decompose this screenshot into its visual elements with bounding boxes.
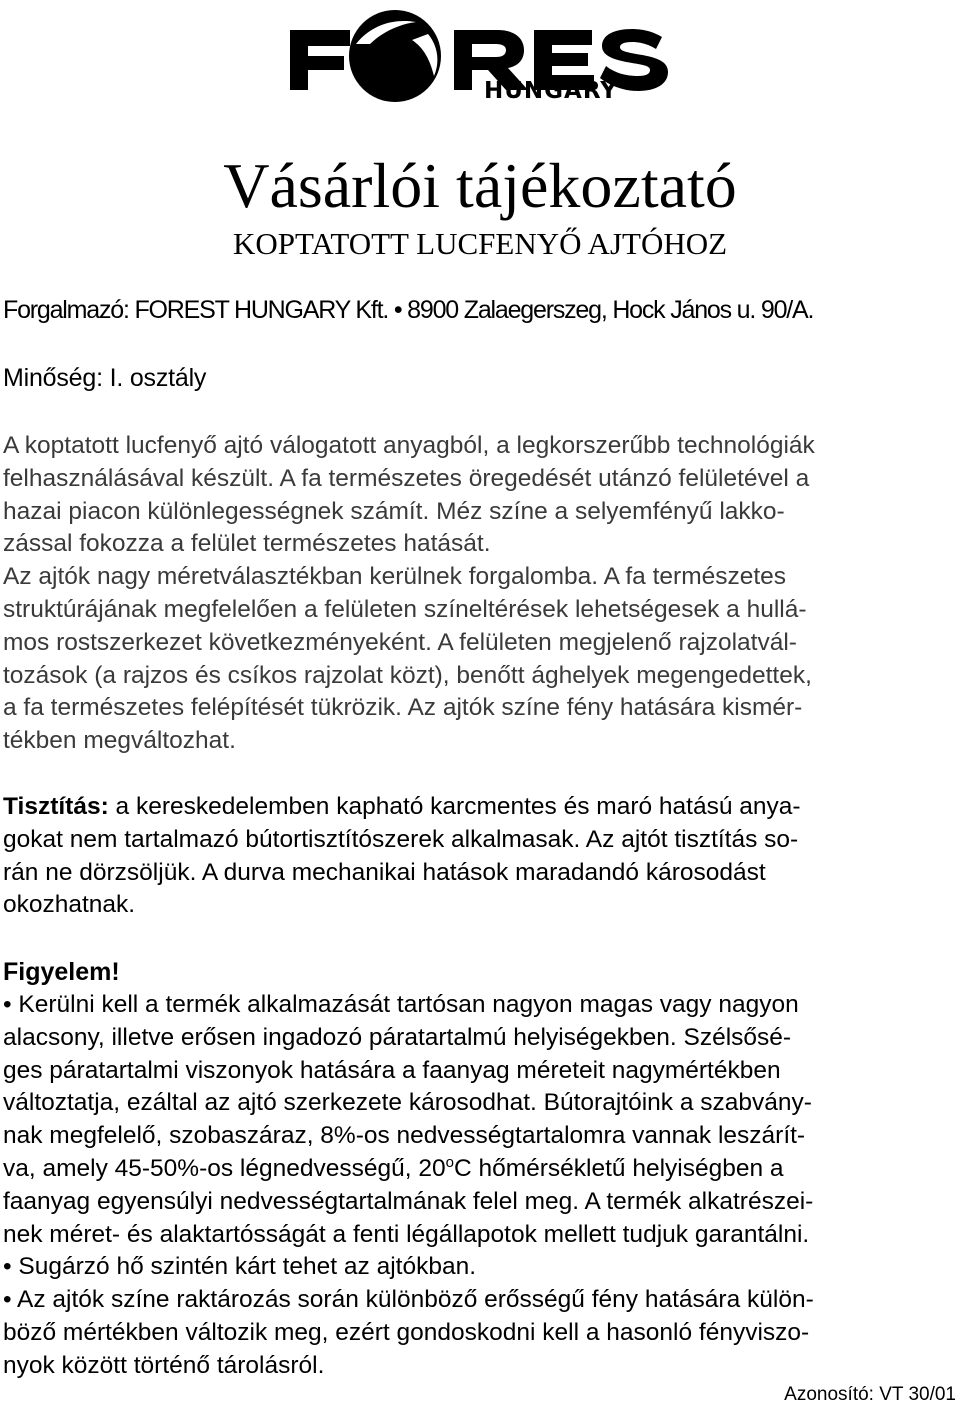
description-line: struktúrájának megfelelően a felületen színeltérések lehetségesek a hullá- xyxy=(3,595,807,623)
warning-temperature-line xyxy=(3,1153,958,1186)
forest-hungary-logo xyxy=(288,4,680,104)
cleaning-line: gokat nem tartalmazó bútortisztítószerek alkalmasak. Az ajtót tisztítás so- xyxy=(3,825,799,853)
cleaning-line: rán ne dörzsöljük. A durva mechanikai hatások maradandó károsodást xyxy=(3,858,766,886)
warning-section xyxy=(3,989,958,1383)
warning-line: böző mértékben változik meg, ezért gondoskodni kell a hasonló fényviszo- xyxy=(3,1318,810,1346)
page-title: Vásárlói tájékoztató xyxy=(223,150,737,221)
cleaning-text: a kereskedelemben kapható karcmentes és maró hatású anya- xyxy=(108,793,801,820)
warning-line: változtatja, ezáltal az ajtó szerkezete károsodhat. Bútorajtóink a szabvány- xyxy=(3,1089,812,1117)
warning-line: alacsony, illetve erősen ingadozó páratartalmú helyiségekben. Szélsősé- xyxy=(3,1023,792,1051)
warning-line: faanyag egyensúlyi nedvességtartalmának felel meg. A termék alkatrészei- xyxy=(3,1187,814,1215)
warning-line: ges páratartalmi viszonyok hatására a faanyag méreteit nagymértékben xyxy=(3,1056,781,1084)
warning-line: • Sugárzó hő szintén kárt tehet az ajtókban. xyxy=(3,1253,477,1281)
document-identifier: Azonosító: VT 30/01 xyxy=(784,1384,956,1405)
logo-sub-text: HUNGARY xyxy=(484,78,618,104)
cleaning-label: Tisztítás: xyxy=(3,793,109,820)
page-subtitle: KOPTATOTT LUCFENYŐ AJTÓHOZ xyxy=(232,226,728,261)
warning-line: nek méret- és alaktartósságát a fenti légállapotok mellett tudjuk garantálni. xyxy=(3,1220,810,1248)
temp-text-before: va, amely 45-50%-os légnedvességű, 20 xyxy=(3,1154,446,1182)
description-line: a fa természetes felépítését tükrözik. Az ajtók színe fény hatására kismér- xyxy=(3,694,803,722)
distributor-info: Forgalmazó: FOREST HUNGARY Kft. • 8900 Zalaegerszeg, Hock János u. 90/A. xyxy=(3,296,814,324)
description-line: tozások (a rajzos és csíkos rajzolat közt), benőtt ághelyek megengedettek, xyxy=(3,661,812,689)
warning-line: • Az ajtók színe raktározás során különböző erősségű fény hatására külön- xyxy=(3,1286,814,1314)
temp-text-after: C hőmérsékletű helyiségben a xyxy=(453,1154,784,1182)
description-line: Az ajtók nagy méretválasztékban kerülnek forgalomba. A fa természetes xyxy=(3,563,787,591)
warning-line: nak megfelelő, szobaszáraz, 8%-os nedvességtartalomra vannak leszárít- xyxy=(3,1122,806,1150)
warning-line: • Kerülni kell a termék alkalmazását tartósan nagyon magas vagy nagyon xyxy=(3,991,799,1018)
cleaning-section xyxy=(3,791,958,922)
description-line: mos rostszerkezet következményeként. A felületen megjelenő rajzolatvál- xyxy=(3,628,797,656)
warning-title: Figyelem! xyxy=(3,958,120,986)
description-line: zással fokozza a felület természetes hatását. xyxy=(3,530,491,558)
description-line: felhasználásával készült. A fa természetes öregedését utánzó felületével a xyxy=(3,464,810,492)
warning-line: nyok között történő tárolásról. xyxy=(3,1351,325,1379)
description-line: tékben megváltozhat. xyxy=(3,727,236,755)
description-line: hazai piacon különlegességnek számít. Méz színe a selyemfényű lakko- xyxy=(3,497,785,525)
cleaning-first-line xyxy=(3,791,958,824)
degree-mark: o xyxy=(445,1153,454,1171)
product-description xyxy=(3,430,958,758)
quality-info: Minőség: I. osztály xyxy=(3,364,207,392)
description-line: A koptatott lucfenyő ajtó válogatott anyagból, a legkorszerűbb technológiák xyxy=(3,432,815,459)
cleaning-line: okozhatnak. xyxy=(3,891,136,919)
